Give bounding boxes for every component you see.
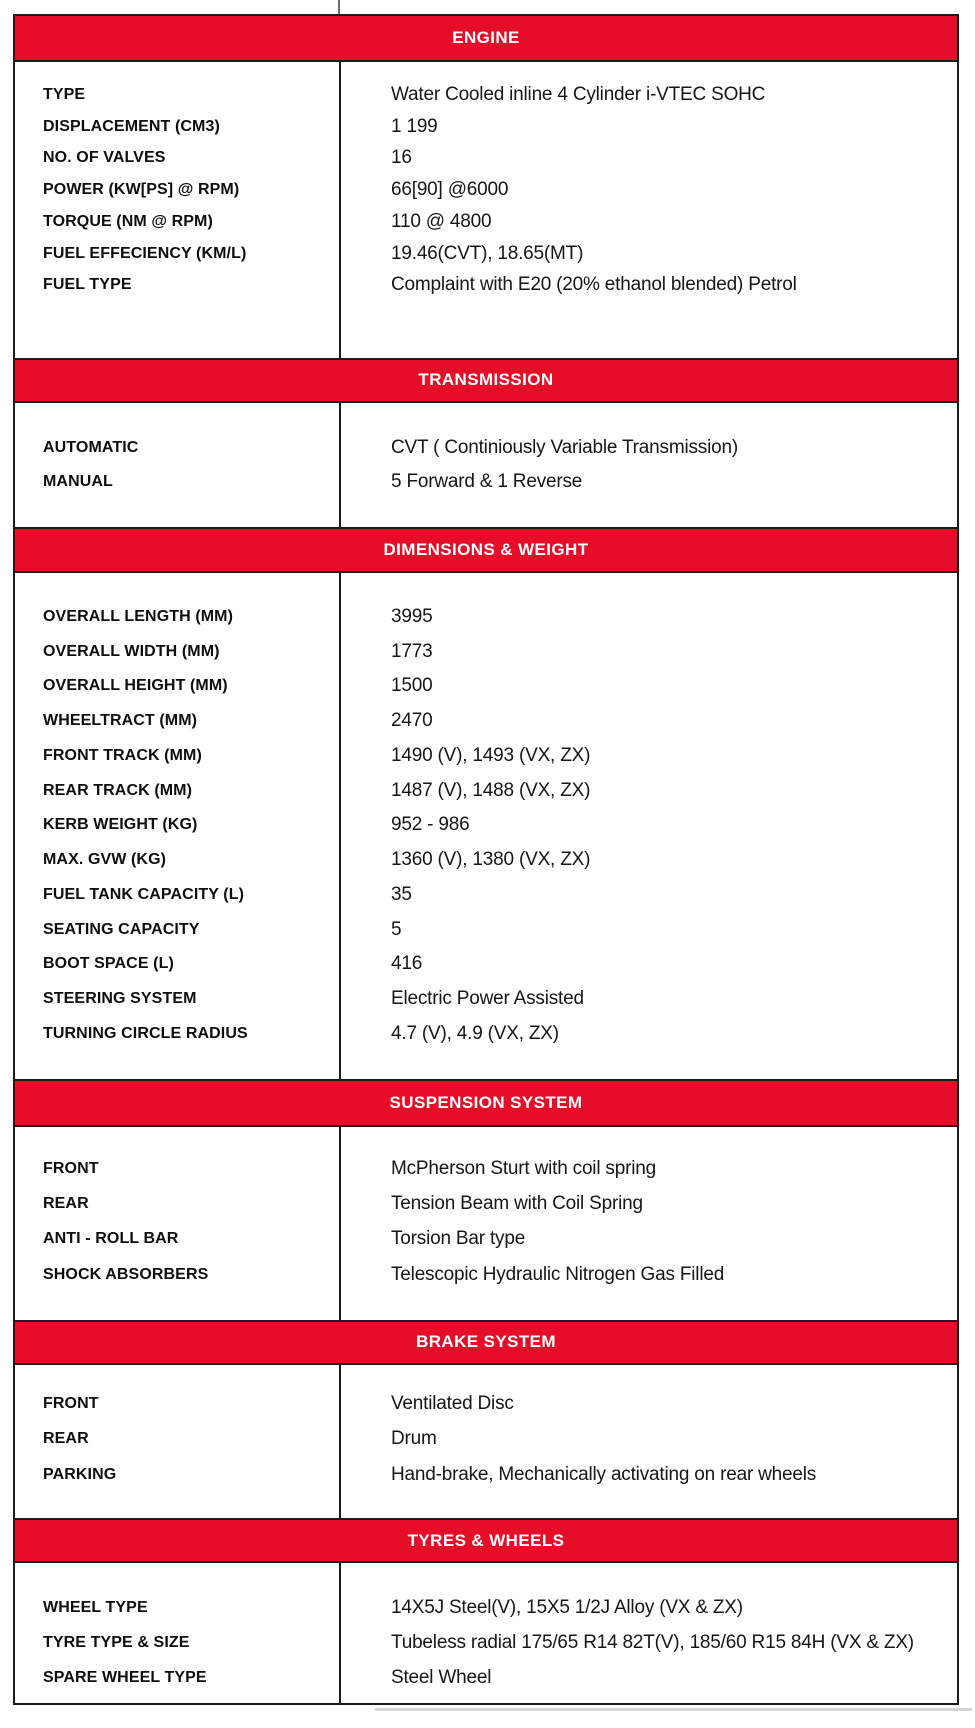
- spec-label: AUTOMATIC: [43, 438, 139, 456]
- label-column-brake-system: [15, 1365, 341, 1519]
- spec-value: 2470: [391, 710, 433, 732]
- spec-value: 1360 (V), 1380 (VX, ZX): [391, 849, 591, 871]
- value-column-engine: [341, 62, 957, 358]
- spec-label: BOOT SPACE (L): [43, 955, 174, 973]
- spec-value: 1487 (V), 1488 (VX, ZX): [391, 779, 591, 801]
- spec-value: 35: [391, 883, 412, 905]
- label-column-suspension-system: [15, 1127, 341, 1320]
- spec-label: KERB WEIGHT (KG): [43, 816, 198, 834]
- spec-label: DISPLACEMENT (CM3): [43, 117, 220, 135]
- spec-value: Tension Beam with Coil Spring: [391, 1192, 643, 1214]
- label-column-dimensions-weight: [15, 573, 341, 1079]
- spec-label: TYPE: [43, 86, 86, 103]
- spec-label: WHEEL TYPE: [43, 1599, 148, 1617]
- section-header-transmission: TRANSMISSION: [15, 358, 957, 403]
- spec-value: 952 - 986: [391, 814, 470, 836]
- spec-label: SPARE WHEEL TYPE: [43, 1668, 207, 1686]
- value-column-dimensions-weight: [341, 573, 957, 1079]
- spec-value: 416: [391, 953, 423, 975]
- spec-label: FUEL EFFECIENCY (KM/L): [43, 244, 247, 262]
- label-column-engine: [15, 62, 341, 358]
- spec-label: STEERING SYSTEM: [43, 990, 197, 1008]
- spec-value: Telescopic Hydraulic Nitrogen Gas Filled: [391, 1263, 725, 1285]
- spec-label: SEATING CAPACITY: [43, 920, 200, 938]
- spec-label: NO. OF VALVES: [43, 149, 166, 167]
- spec-label: WHEELTRACT (MM): [43, 712, 198, 730]
- spec-value: Tubeless radial 175/65 R14 82T(V), 185/60 R15 84H (VX & ZX): [391, 1632, 914, 1654]
- section-body-tyres-wheels: [15, 1563, 957, 1703]
- label-column-tyres-wheels: [15, 1563, 341, 1703]
- spec-label: OVERALL LENGTH (MM): [43, 607, 234, 625]
- spec-label: FUEL TANK CAPACITY (L): [43, 885, 245, 903]
- spec-label: FRONT: [43, 1394, 99, 1412]
- spec-value: 14X5J Steel(V), 15X5 1/2J Alloy (VX & ZX): [391, 1597, 743, 1619]
- spec-label: POWER (KW[PS] @ RPM): [43, 181, 240, 199]
- spec-value: 3995: [391, 605, 433, 627]
- section-header-dimensions-weight: DIMENSIONS & WEIGHT: [15, 527, 957, 573]
- spec-value: 5: [391, 918, 402, 940]
- spec-value: 110 @ 4800: [391, 210, 492, 232]
- spec-label: MANUAL: [43, 473, 113, 491]
- scan-shadow-line: [375, 1708, 972, 1711]
- spec-label: OVERALL WIDTH (MM): [43, 642, 220, 660]
- spec-label: TORQUE (NM @ RPM): [43, 212, 213, 230]
- spec-label: FRONT TRACK (MM): [43, 746, 202, 764]
- spec-label: REAR: [43, 1430, 89, 1448]
- section-body-suspension-system: [15, 1127, 957, 1320]
- spec-label: MAX. GVW (KG): [43, 851, 167, 869]
- spec-label: REAR: [43, 1194, 89, 1212]
- label-column-transmission: [15, 403, 341, 527]
- spec-label: REAR TRACK (MM): [43, 781, 193, 799]
- spec-label: TURNING CIRCLE RADIUS: [43, 1024, 248, 1042]
- spec-value: McPherson Sturt with coil spring: [391, 1157, 656, 1179]
- spec-value: Ventilated Disc: [391, 1392, 514, 1414]
- spec-label: ANTI - ROLL BAR: [43, 1230, 179, 1248]
- section-body-dimensions-weight: [15, 573, 957, 1079]
- scan-mark-top: [338, 0, 340, 14]
- spec-value: 16: [391, 147, 412, 169]
- spec-value: Water Cooled inline 4 Cylinder i-VTEC SOHC: [391, 84, 766, 105]
- spec-value: 1773: [391, 640, 433, 662]
- value-column-suspension-system: [341, 1127, 957, 1320]
- spec-value: 4.7 (V), 4.9 (VX, ZX): [391, 1022, 559, 1044]
- value-column-transmission: [341, 403, 957, 527]
- value-column-brake-system: [341, 1365, 957, 1519]
- value-column-tyres-wheels: [341, 1563, 957, 1703]
- spec-value: Electric Power Assisted: [391, 988, 584, 1010]
- section-body-engine: [15, 62, 957, 358]
- spec-label: FRONT: [43, 1159, 99, 1177]
- section-body-transmission: [15, 403, 957, 527]
- spec-label: TYRE TYPE & SIZE: [43, 1634, 190, 1652]
- spec-value: 5 Forward & 1 Reverse: [391, 471, 583, 493]
- spec-value: 19.46(CVT), 18.65(MT): [391, 242, 584, 264]
- spec-label: OVERALL HEIGHT (MM): [43, 677, 228, 695]
- spec-value: 1490 (V), 1493 (VX, ZX): [391, 744, 591, 766]
- spec-label: SHOCK ABSORBERS: [43, 1265, 209, 1283]
- spec-value: Torsion Bar type: [391, 1228, 526, 1250]
- spec-value: Complaint with E20 (20% ethanol blended) Petrol: [391, 274, 797, 296]
- spec-value: 1500: [391, 675, 433, 697]
- section-header-engine: ENGINE: [15, 14, 957, 62]
- spec-value: 66[90] @6000: [391, 179, 509, 201]
- spec-value: Hand-brake, Mechanically activating on rear wheels: [391, 1463, 817, 1485]
- spec-label: PARKING: [43, 1465, 117, 1483]
- spec-label: FUEL TYPE: [43, 276, 132, 294]
- spec-value: Drum: [391, 1428, 437, 1450]
- spec-value: CVT ( Continiously Variable Transmission): [391, 436, 738, 458]
- section-body-brake-system: [15, 1365, 957, 1519]
- section-header-tyres-wheels: TYRES & WHEELS: [15, 1518, 957, 1563]
- spec-value: 1 199: [391, 115, 438, 137]
- section-header-brake-system: BRAKE SYSTEM: [15, 1320, 957, 1365]
- spec-value: Steel Wheel: [391, 1666, 492, 1688]
- spec-sheet: [13, 14, 959, 1705]
- section-header-suspension-system: SUSPENSION SYSTEM: [15, 1079, 957, 1127]
